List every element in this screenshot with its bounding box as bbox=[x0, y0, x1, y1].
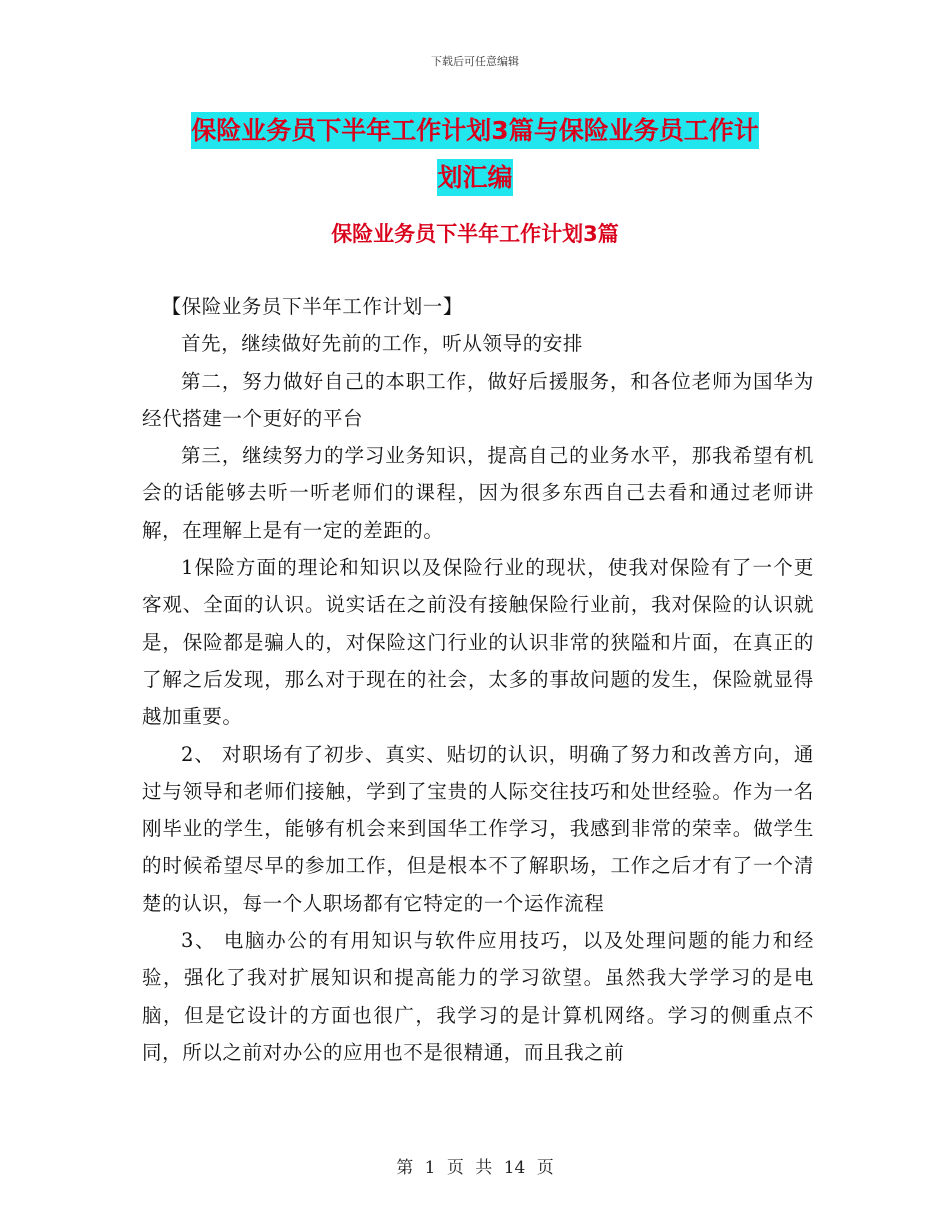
paragraph: 2、 对职场有了初步、真实、贴切的认识，明确了努力和改善方向，通过与领导和老师们接触，学到了宝贵的人际交往技巧和处世经验。作为一名刚毕业的学生，能够有机会来到国华工作学习，我感到非常的荣幸。做学生的时候希望尽早的参加工作，但是根本不了解职场，工作之后才有了一个清楚的认识，每一个人职场都有它特定的一个运作流程 bbox=[142, 742, 814, 915]
paragraph: 3、 电脑办公的有用知识与软件应用技巧，以及处理问题的能力和经验，强化了我对扩展知识和提高能力的学习欲望。虽然我大学学习的是电脑，但是它设计的方面也很广，我学习的是计算机网络。学习的侧重点不同，所以之前对办公的应用也不是很精通，而且我之前 bbox=[142, 929, 814, 1064]
paragraph: 1保险方面的理论和知识以及保险行业的现状，使我对保险有了一个更客观、全面的认识。说实话在之前没有接触保险行业前，我对保险的认识就是，保险都是骗人的，对保险这门行业的认识非常的狭隘和片面，在真正的了解之后发现，那么对于现在的社会，太多的事故问题的发生，保险就显得越加重要。 bbox=[142, 556, 814, 729]
title-line-2: 划汇编 bbox=[437, 159, 512, 196]
body-text bbox=[142, 288, 814, 1071]
page-footer: 第 1 页 共 14 页 bbox=[396, 1158, 554, 1178]
section-subtitle: 保险业务员下半年工作计划3篇 bbox=[331, 222, 619, 246]
section-heading-plan-one: 【保险业务员下半年工作计划一】 bbox=[161, 295, 464, 318]
paragraph: 首先，继续做好先前的工作，听从领导的安排 bbox=[181, 332, 584, 356]
paragraph: 第二，努力做好自己的本职工作，做好后援服务，和各位老师为国华为经代搭建一个更好的平台 bbox=[142, 369, 814, 430]
header-note: 下载后可任意编辑 bbox=[431, 55, 519, 68]
document-title bbox=[0, 107, 950, 201]
paragraph: 第三，继续努力的学习业务知识，提高自己的业务水平，那我希望有机会的话能够去听一听老师们的课程，因为很多东西自己去看和通过老师讲解，在理解上是有一定的差距的。 bbox=[142, 444, 814, 542]
title-line-1: 保险业务员下半年工作计划3篇与保险业务员工作计 bbox=[191, 112, 758, 149]
